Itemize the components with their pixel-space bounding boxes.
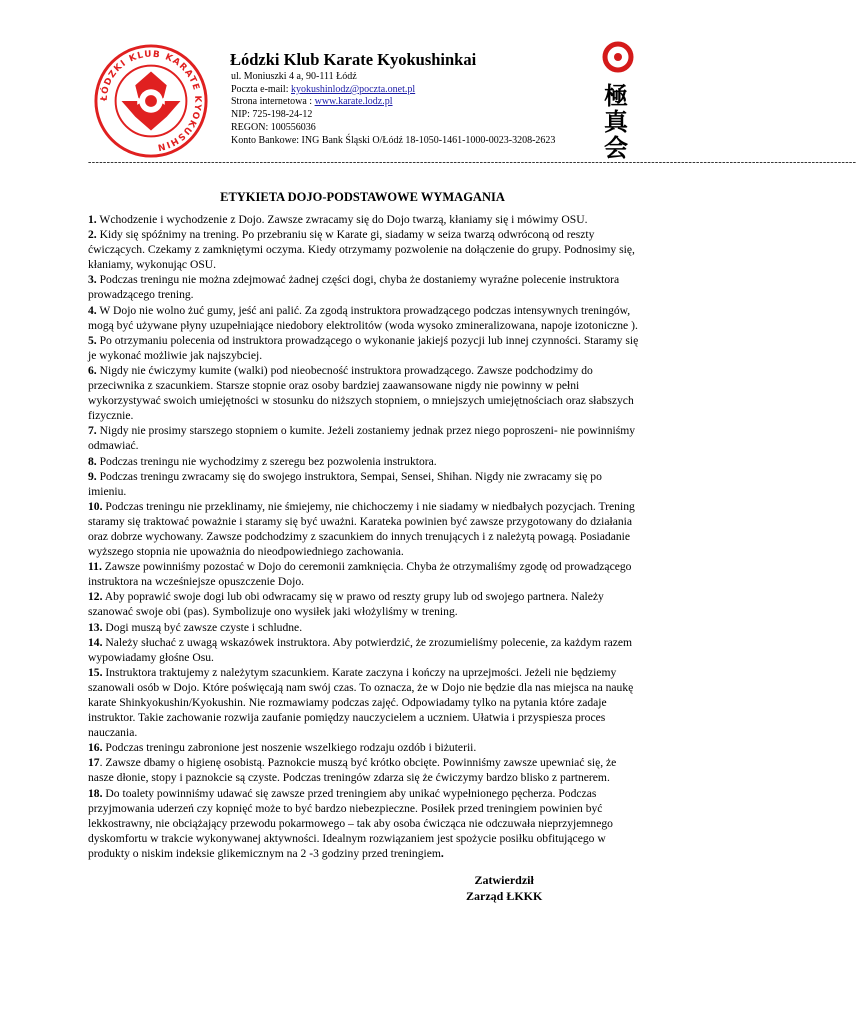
rule-item [88, 740, 640, 755]
rule-item [88, 755, 640, 785]
rule-end-mark: . [440, 846, 444, 860]
rule-item [88, 469, 640, 499]
rule-number: 18. [88, 786, 103, 800]
rule-text: Kidy się spóźnimy na trening. Po przebraniu się w Karate gi, siadamy w seiza twarzą odwróconą od reszty ćwiczących. Czekamy z zamkniętymi oczyma. Kiedy otrzymamy pozwolenie na dołączenie do grupy. Podnosimy się, kłaniamy, wykonując OSU. [88, 228, 635, 272]
rule-number: 8. [88, 454, 97, 468]
rule-text: Podczas treningu nie wychodzimy z szeregu bez pozwolenia instruktora. [96, 454, 437, 468]
rule-text: Nigdy nie ćwiczymy kumite (walki) pod nieobecność instruktora prowadzącego. Zawsze podchodzimy do przeciwnika z szacunkiem. Starsze stopnie oraz osoby bardziej zaawansowane nigdy nie powinny w pełni wykorzystywać swoich umiejętności w stosunku do niższych stopniem, o mniejszych umiejętnościach oraz słabszych fizycznie. [88, 363, 634, 423]
rule-item [88, 665, 640, 740]
rule-item [88, 620, 640, 635]
rule-number: 16. [88, 741, 103, 755]
rule-text: Wchodzenie i wychodzenie z Dojo. Zawsze zwracamy się do Dojo twarzą, kłaniamy się i mówimy OSU. [96, 213, 588, 226]
header-divider: -------------------------------------------------------------------------------------------------------------------------------------------------------------------------------------------------------------- [88, 157, 856, 168]
rule-number: 14. [88, 635, 103, 649]
rule-text: Aby poprawić swoje dogi lub obi odwracamy się w prawo od reszty grupy lub od swojego partnera. Należy szanować swoje obi (pas). Symbolizuje ono wysiłek jaki włożyliśmy w trening. [88, 590, 604, 619]
rule-text: Do toalety powinniśmy udawać się zawsze przed treningiem aby unikać wypełnionego pęcherza. Podczas przyjmowania uderzeń czy kopnięć może to być bardzo niebezpieczne. Posiłek przed treningiem powinien być lekkostrawny, nie obciążający przewodu pokarmowego – tak aby osoba ćwicząca nie odczuwała nieprzyjemnego dyskomfortu w trakcie wykonywanej aktywności. Idealnym rozwiązaniem jest spożycie posiłku obfitującego w produkty o niskim indeksie glikemicznym na 2 -3 godziny przed treningiem [88, 786, 613, 860]
rule-item [88, 333, 640, 363]
regon-line: REGON: 100556036 [231, 121, 316, 133]
approval-line-2: Zarząd ŁKKK [466, 889, 543, 903]
rule-item [88, 363, 640, 423]
rule-item [88, 272, 640, 302]
rule-text: Należy słuchać z uwagą wskazówek instruktora. Aby potwierdzić, że zrozumieliśmy polecenie, za każdym razem wypowiadamy głośne Osu. [88, 635, 633, 664]
rule-number: 7. [88, 424, 97, 438]
rule-number: 13. [88, 620, 103, 634]
website-label: Strona internetowa : [231, 96, 315, 108]
rule-text: Zawsze powinniśmy pozostać w Dojo do ceremonii zamknięcia. Chyba że otrzymaliśmy zgodę od prowadzącego instruktora na wcześniejsze opuszczenie Dojo. [88, 560, 632, 589]
rule-text: Instruktora traktujemy z należytym szacunkiem. Karate zaczyna i kończy na uprzejmości. Jeżeli nie będziemy szanowali osób w Dojo. Które poświęcają nam swój czas. To oznacza, że w Dojo nie będzie dla nas miejsca na naukę karate Shinkyokushin/Kyokushin. Nie rozmawiamy podczas zajęć. Odpowiadamy tylko na pytania które zadaje instruktor. Takie zachowanie rozwija zaufanie pomiędzy nauczycielem a uczniem. Ułatwia i przyspiesza proces nauczania. [88, 665, 634, 740]
email-link[interactable]: kyokushinlodz@poczta.onet.pl [290, 83, 416, 95]
rules-list [88, 212, 640, 861]
rule-number: 9. [88, 469, 97, 483]
rule-item [88, 499, 640, 559]
address-line: ul. Moniuszki 4 a, 90-111 Łódź [231, 71, 357, 82]
rule-text: Podczas treningu nie przeklinamy, nie śmiejemy, nie chichoczemy i nie siadamy w niedbałych pozycjach. Trening staramy się traktować poważnie i staramy się być uważni. Karateka powinien być zawsze przygotowany do działania oraz dobrze wychowany. Zawsze podchodzimy z szacunkiem do innych trenujących i z należytą powagą. Posiadanie wyższego stopnia nie upoważnia do nieodpowiedniego zachowania. [88, 499, 635, 559]
rule-text: Nigdy nie prosimy starszego stopniem o kumite. Jeżeli zostaniemy jednak przez niego poproszeni- nie powinniśmy odmawiać. [88, 424, 636, 453]
rule-item [88, 303, 640, 333]
rule-number: 10. [88, 499, 103, 513]
rule-item [88, 589, 640, 619]
rule-item [88, 227, 640, 272]
website-link[interactable]: www.karate.lodz.pl [314, 96, 393, 108]
rule-number: 17 [88, 756, 100, 770]
rule-item [88, 635, 640, 665]
rule-number: 11. [88, 560, 102, 574]
rule-item [88, 454, 640, 469]
rule-item [88, 423, 640, 453]
website-line [231, 96, 555, 109]
rule-text: Po otrzymaniu polecenia od instruktora prowadzącego o wykonanie jakiejś pozycji lub innej czynności. Staramy się je wykonać możliwie jak najszybciej. [88, 333, 639, 362]
approval-line-1: Zatwierdził [474, 873, 534, 887]
rule-number: 6. [88, 363, 97, 377]
kyokushin-calligraphy-logo [592, 42, 642, 162]
rule-text: Podczas treningu zabronione jest noszenie wszelkiego rodzaju ozdób i biżuterii. [102, 741, 477, 755]
emblem-ring-text: ŁÓDZKI KLUB KARATE KYOKUSHIN [99, 49, 203, 152]
rule-text: Podczas treningu zwracamy się do swojego instruktora, Sempai, Sensei, Shihan. Nigdy nie zwracamy się po imieniu. [88, 469, 602, 498]
rule-number: 4. [88, 303, 97, 317]
club-contact-info [231, 71, 555, 147]
rule-text: Podczas treningu nie można zdejmować żadnej części dogi, chyba że dostaniemy wyraźne polecenie instruktora prowadzącego trening. [88, 273, 620, 302]
rule-number: 5. [88, 333, 97, 347]
approval-signature [466, 872, 542, 904]
kanku-symbol [122, 72, 181, 131]
rule-item [88, 786, 640, 861]
rule-text: W Dojo nie wolno żuć gumy, jeść ani palić. Za zgodą instruktora prowadzącego podczas intensywnych treningów, mogą być używane płyny uzupełniające niedobory elektrolitów (woda wysoko zmineralizowana, napoje izotoniczne ). [88, 303, 638, 332]
rule-number: 15. [88, 665, 103, 679]
rule-text: . Zawsze dbamy o higienę osobistą. Paznokcie muszą być krótko obcięte. Powinniśmy zawsze upewniać się, że nasze dłonie, stopy i paznokcie są czyste. Podczas treningów zdarza się że ćwiczymy bardzo blisko z partnerem. [88, 756, 617, 785]
rule-number: 3. [88, 273, 97, 287]
rule-item [88, 559, 640, 589]
rule-number: 1. [88, 213, 97, 226]
club-emblem-logo [92, 42, 210, 160]
email-line [231, 84, 555, 97]
club-name-heading: Łódzki Klub Karate Kyokushinkai [230, 50, 477, 69]
rule-number: 12. [88, 590, 103, 604]
document-title: ETYKIETA DOJO-PODSTAWOWE WYMAGANIA [220, 190, 505, 204]
rule-text: Dogi muszą być zawsze czyste i schludne. [102, 620, 303, 634]
email-label: Poczta e-mail: [231, 83, 291, 95]
nip-line: NIP: 725-198-24-12 [231, 109, 313, 121]
bank-account-line: Konto Bankowe: ING Bank Śląski O/Łódź 18-1050-1461-1000-0023-3208-2623 [231, 134, 556, 146]
calligraphy-glyphs: 極真会 [604, 82, 628, 162]
rule-number: 2. [88, 228, 97, 242]
rule-item [88, 212, 640, 227]
red-ring-icon [592, 42, 642, 76]
